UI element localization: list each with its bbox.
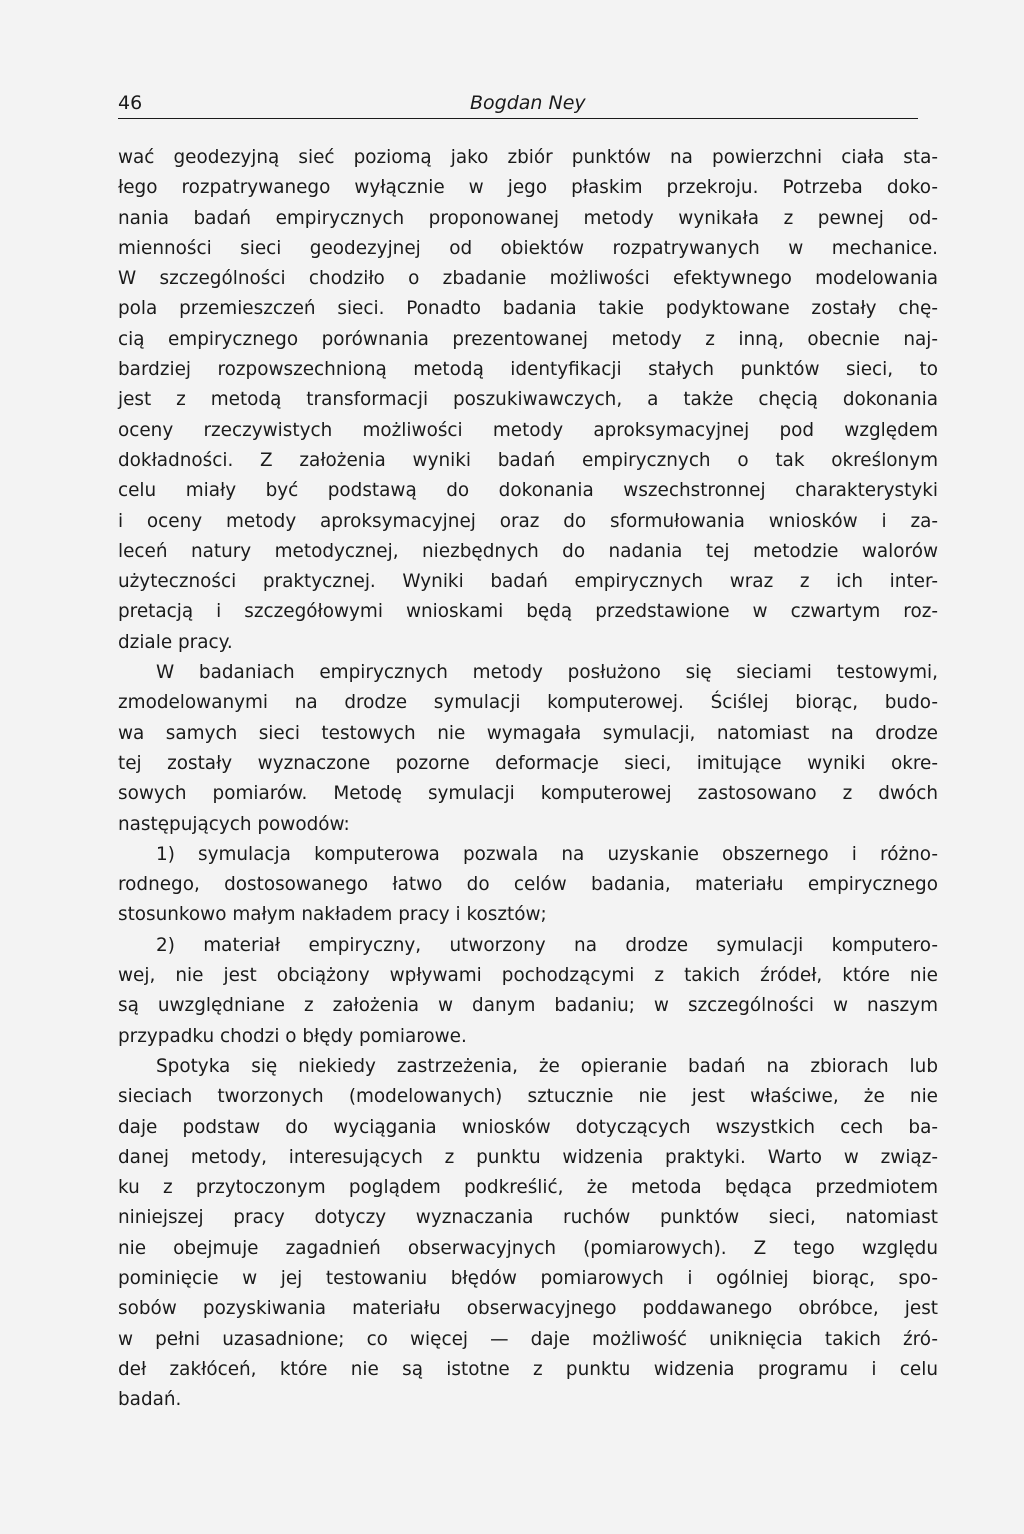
text-line: oceny rzeczywistych możliwości metody aproksymacyjnej pod względem	[118, 419, 938, 441]
text-line: dokładności. Z założenia wyniki badań empirycznych o tak określonym	[118, 449, 938, 471]
paragraph	[118, 143, 938, 658]
text-line: deł zakłóceń, które nie są istotne z punktu widzenia programu i celu	[118, 1358, 938, 1380]
text-line: w pełni uzasadnione; co więcej — daje możliwość uniknięcia takich źró-	[118, 1328, 938, 1350]
text-line: i oceny metody aproksymacyjnej oraz do sformułowania wniosków i za-	[118, 510, 938, 532]
text-line: 1) symulacja komputerowa pozwala na uzyskanie obszernego i różno-	[156, 843, 938, 865]
text-line: użyteczności praktycznej. Wyniki badań empirycznych wraz z ich inter-	[118, 571, 938, 593]
text-line: ku z przytoczonym poglądem podkreślić, że metoda będąca przedmiotem	[118, 1177, 938, 1199]
text-line: cią empirycznego porównania prezentowanej metody z inną, obecnie naj-	[118, 328, 938, 350]
text-line: wać geodezyjną sieć poziomą jako zbiór punktów na powierzchni ciała sta-	[118, 147, 938, 168]
text-line: niniejszej pracy dotyczy wyznaczania ruchów punktów sieci, natomiast	[118, 1207, 938, 1229]
text-line: 2) materiał empiryczny, utworzony na drodze symulacji komputero-	[156, 934, 938, 956]
text-line: pominięcie w jej testowaniu błędów pomiarowych i ogólniej biorąc, spo-	[118, 1267, 938, 1289]
paragraph	[118, 1052, 938, 1416]
text-line: stosunkowo małym nakładem pracy i kosztów;	[118, 904, 547, 926]
text-line: przypadku chodzi o błędy pomiarowe.	[118, 1025, 467, 1047]
body-text	[118, 143, 938, 1415]
text-line: tej zostały wyznaczone pozorne deformacje sieci, imitujące wyniki okre-	[118, 752, 938, 774]
running-head-author: Bogdan Ney	[470, 92, 586, 114]
text-line: danej metody, interesujących z punktu widzenia praktyki. Warto w związ-	[118, 1146, 938, 1168]
text-line: nie obejmuje zagadnień obserwacyjnych (pomiarowych). Z tego względu	[118, 1237, 938, 1259]
text-line: sobów pozyskiwania materiału obserwacyjnego poddawanego obróbce, jest	[118, 1298, 938, 1320]
text-line: pretacją i szczegółowymi wnioskami będą przedstawione w czwartym roz-	[118, 601, 938, 623]
text-line: sowych pomiarów. Metodę symulacji komputerowej zastosowano z dwóch	[118, 783, 938, 805]
text-line: rodnego, dostosowanego łatwo do celów badania, materiału empirycznego	[118, 874, 938, 896]
text-line: wa samych sieci testowych nie wymagała symulacji, natomiast na drodze	[118, 722, 938, 744]
text-line: łego rozpatrywanego wyłącznie w jego płaskim przekroju. Potrzeba doko-	[118, 177, 938, 199]
text-line: następujących powodów:	[118, 813, 350, 835]
text-line: badań.	[118, 1389, 182, 1411]
text-line: zmodelowanymi na drodze symulacji komputerowej. Ściślej biorąc, budo-	[118, 692, 938, 714]
text-line: leceń natury metodycznej, niezbędnych do nadania tej metodzie walorów	[118, 540, 938, 562]
text-line: nania badań empirycznych proponowanej metody wynikała z pewnej od-	[118, 207, 938, 229]
page-header	[118, 92, 918, 119]
text-line: bardziej rozpowszechnioną metodą identyfikacji stałych punktów sieci, to	[118, 359, 938, 381]
page-number: 46	[118, 92, 143, 114]
text-line: mienności sieci geodezyjnej od obiektów rozpatrywanych w mechanice.	[118, 237, 938, 259]
text-line: Spotyka się niekiedy zastrzeżenia, że opieranie badań na zbiorach lub	[156, 1055, 938, 1077]
text-line: daje podstaw do wyciągania wniosków dotyczących wszystkich cech ba-	[118, 1116, 938, 1138]
paragraph	[118, 931, 938, 1052]
text-line: dziale pracy.	[118, 631, 233, 653]
text-line: W badaniach empirycznych metody posłużono się sieciami testowymi,	[156, 662, 938, 684]
text-line: sieciach tworzonych (modelowanych) sztucznie nie jest właściwe, że nie	[118, 1086, 938, 1108]
text-line: wej, nie jest obciążony wpływami pochodzącymi z takich źródeł, które nie	[118, 965, 938, 987]
paragraph	[118, 840, 938, 931]
text-line: jest z metodą transformacji poszukiwawczych, a także chęcią dokonania	[118, 389, 938, 411]
text-line: są uwzględniane z założenia w danym badaniu; w szczególności w naszym	[118, 995, 938, 1017]
text-line: pola przemieszczeń sieci. Ponadto badania takie podyktowane zostały chę-	[118, 298, 938, 320]
text-line: celu miały być podstawą do dokonania wszechstronnej charakterystyki	[118, 480, 938, 502]
paragraph	[118, 658, 938, 840]
text-line: W szczególności chodziło o zbadanie możliwości efektywnego modelowania	[118, 268, 938, 290]
